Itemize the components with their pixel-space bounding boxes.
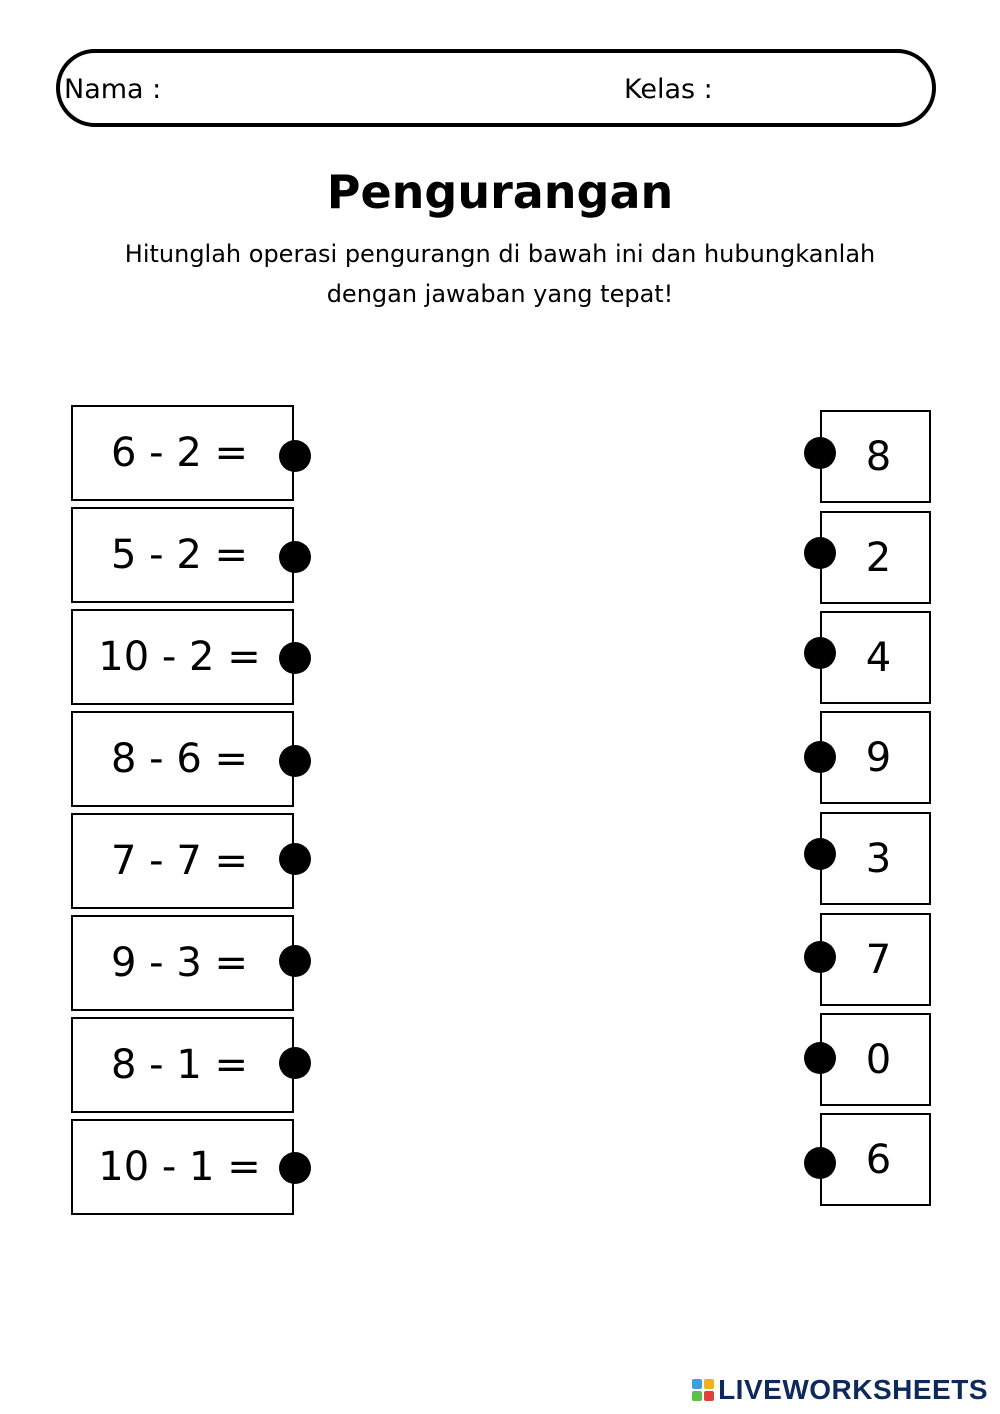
answer-box-2: 2 bbox=[820, 511, 931, 604]
question-dot-1[interactable] bbox=[279, 440, 311, 472]
page-title: Pengurangan bbox=[326, 165, 674, 219]
question-dot-2[interactable] bbox=[279, 541, 311, 573]
question-box-3: 10 - 2 = bbox=[71, 609, 294, 705]
question-box-4: 8 - 6 = bbox=[71, 711, 294, 807]
brand-text: LIVEWORKSHEETS bbox=[718, 1374, 988, 1405]
answer-dot-5[interactable] bbox=[804, 838, 836, 870]
question-dot-3[interactable] bbox=[279, 642, 311, 674]
question-box-2: 5 - 2 = bbox=[71, 507, 294, 603]
answer-box-1: 8 bbox=[820, 410, 931, 503]
liveworksheets-logo-icon bbox=[692, 1379, 714, 1401]
answer-dot-1[interactable] bbox=[804, 437, 836, 469]
question-dot-8[interactable] bbox=[279, 1152, 311, 1184]
answer-box-8: 6 bbox=[820, 1113, 931, 1206]
question-dot-7[interactable] bbox=[279, 1047, 311, 1079]
liveworksheets-brand bbox=[692, 1372, 988, 1408]
class-label: Kelas : bbox=[624, 74, 713, 105]
instructions bbox=[60, 234, 940, 314]
question-box-7: 8 - 1 = bbox=[71, 1017, 294, 1113]
student-info-frame bbox=[56, 49, 936, 127]
question-box-8: 10 - 1 = bbox=[71, 1119, 294, 1215]
question-box-5: 7 - 7 = bbox=[71, 813, 294, 909]
answer-box-6: 7 bbox=[820, 913, 931, 1006]
instruction-line-1: Hitunglah operasi pengurangn di bawah ini dan hubungkanlah bbox=[124, 240, 876, 268]
question-box-6: 9 - 3 = bbox=[71, 915, 294, 1011]
answer-dot-7[interactable] bbox=[804, 1042, 836, 1074]
answer-dot-3[interactable] bbox=[804, 637, 836, 669]
answer-dot-4[interactable] bbox=[804, 741, 836, 773]
question-dot-5[interactable] bbox=[279, 843, 311, 875]
answer-dot-6[interactable] bbox=[804, 941, 836, 973]
instruction-line-2: dengan jawaban yang tepat! bbox=[326, 280, 674, 308]
answer-dot-2[interactable] bbox=[804, 537, 836, 569]
answer-box-5: 3 bbox=[820, 812, 931, 905]
name-label: Nama : bbox=[64, 74, 162, 105]
answer-box-4: 9 bbox=[820, 711, 931, 804]
answer-box-7: 0 bbox=[820, 1013, 931, 1106]
answer-box-3: 4 bbox=[820, 611, 931, 704]
answer-dot-8[interactable] bbox=[804, 1147, 836, 1179]
question-box-1: 6 - 2 = bbox=[71, 405, 294, 501]
question-dot-6[interactable] bbox=[279, 945, 311, 977]
question-dot-4[interactable] bbox=[279, 745, 311, 777]
